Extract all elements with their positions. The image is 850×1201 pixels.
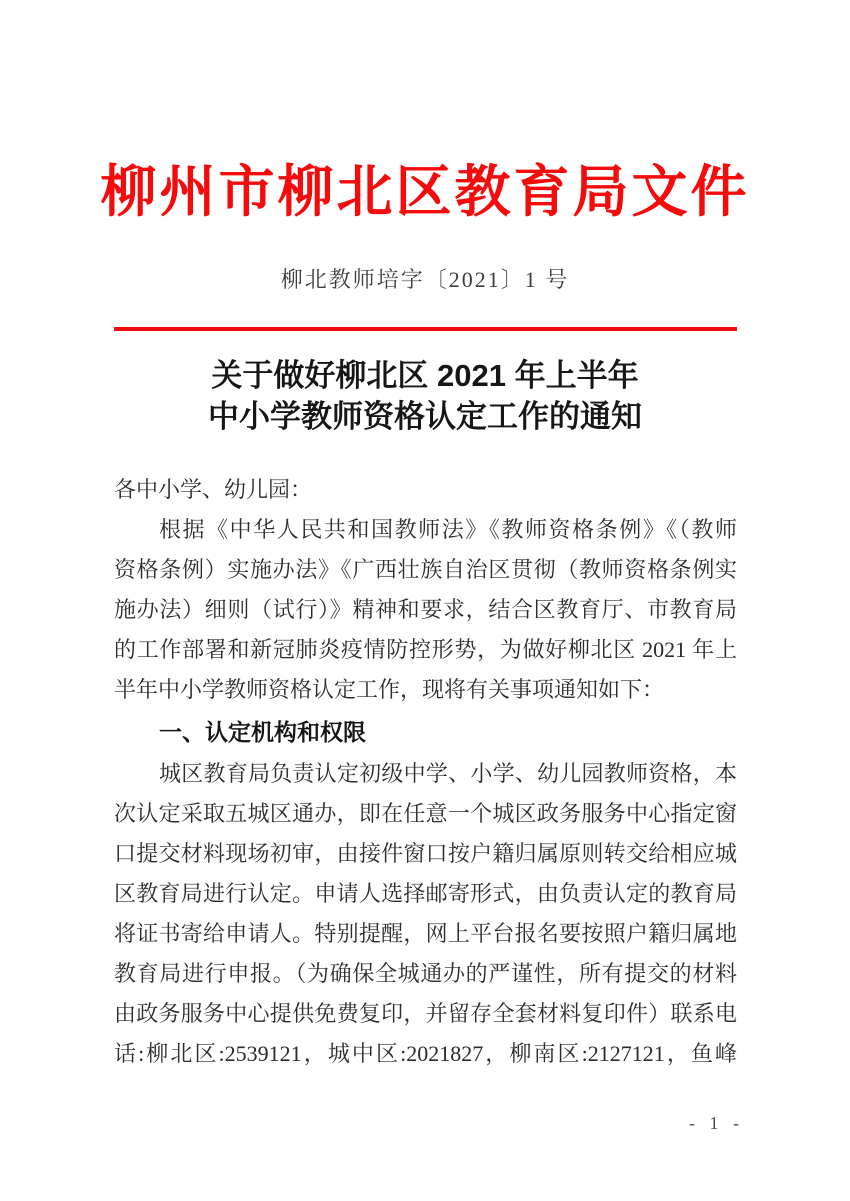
notice-title-line1: 关于做好柳北区 2021 年上半年 <box>211 358 639 393</box>
paragraph-line: 资格条例）实施办法》《广西壮族自治区贯彻（教师资格条例实 <box>114 557 737 582</box>
paragraph-line: 的工作部署和新冠肺炎疫情防控形势，为做好柳北区 2021 年上 <box>114 637 737 662</box>
red-divider-line <box>114 327 737 331</box>
paragraph-line: 话:柳北区:2539121，城中区:2021827，柳南区:2127121，鱼峰 <box>114 1041 737 1066</box>
paragraph-line: 施办法）细则（试行）》精神和要求，结合区教育厅、市教育局 <box>114 597 737 622</box>
notice-title <box>0 355 850 437</box>
paragraph-line: 将证书寄给申请人。特别提醒，网上平台报名要按照户籍归属地 <box>114 921 737 946</box>
document-body <box>114 470 737 1074</box>
page-number: - 1 - <box>689 1113 744 1133</box>
paragraph-line: 由政务服务中心提供免费复印，并留存全套材料复印件）联系电 <box>114 1001 737 1026</box>
agency-header-title: 柳州市柳北区教育局文件 <box>100 162 750 224</box>
paragraph-line: 教育局进行申报。（为确保全城通办的严谨性，所有提交的材料 <box>114 961 737 986</box>
paragraph-line: 区教育局进行认定。申请人选择邮寄形式，由负责认定的教育局 <box>114 881 737 906</box>
paragraph-line: 半年中小学教师资格认定工作，现将有关事项通知如下： <box>114 677 665 702</box>
notice-title-line2: 中小学教师资格认定工作的通知 <box>208 399 642 434</box>
paragraph-line: 次认定采取五城区通办，即在任意一个城区政务服务中心指定窗 <box>114 801 737 826</box>
paragraph-line: 口提交材料现场初审，由接件窗口按户籍归属原则转交给相应城 <box>114 841 737 866</box>
paragraph-line: 根据《中华人民共和国教师法》《教师资格条例》《（教师 <box>159 517 737 542</box>
section-heading-1: 一、认定机构和权限 <box>159 719 366 745</box>
salutation-line: 各中小学、幼儿园： <box>114 477 313 502</box>
document-number: 柳北教师培字〔2021〕1 号 <box>280 267 570 292</box>
paragraph-line: 城区教育局负责认定初级中学、小学、幼儿园教师资格，本 <box>159 761 737 786</box>
